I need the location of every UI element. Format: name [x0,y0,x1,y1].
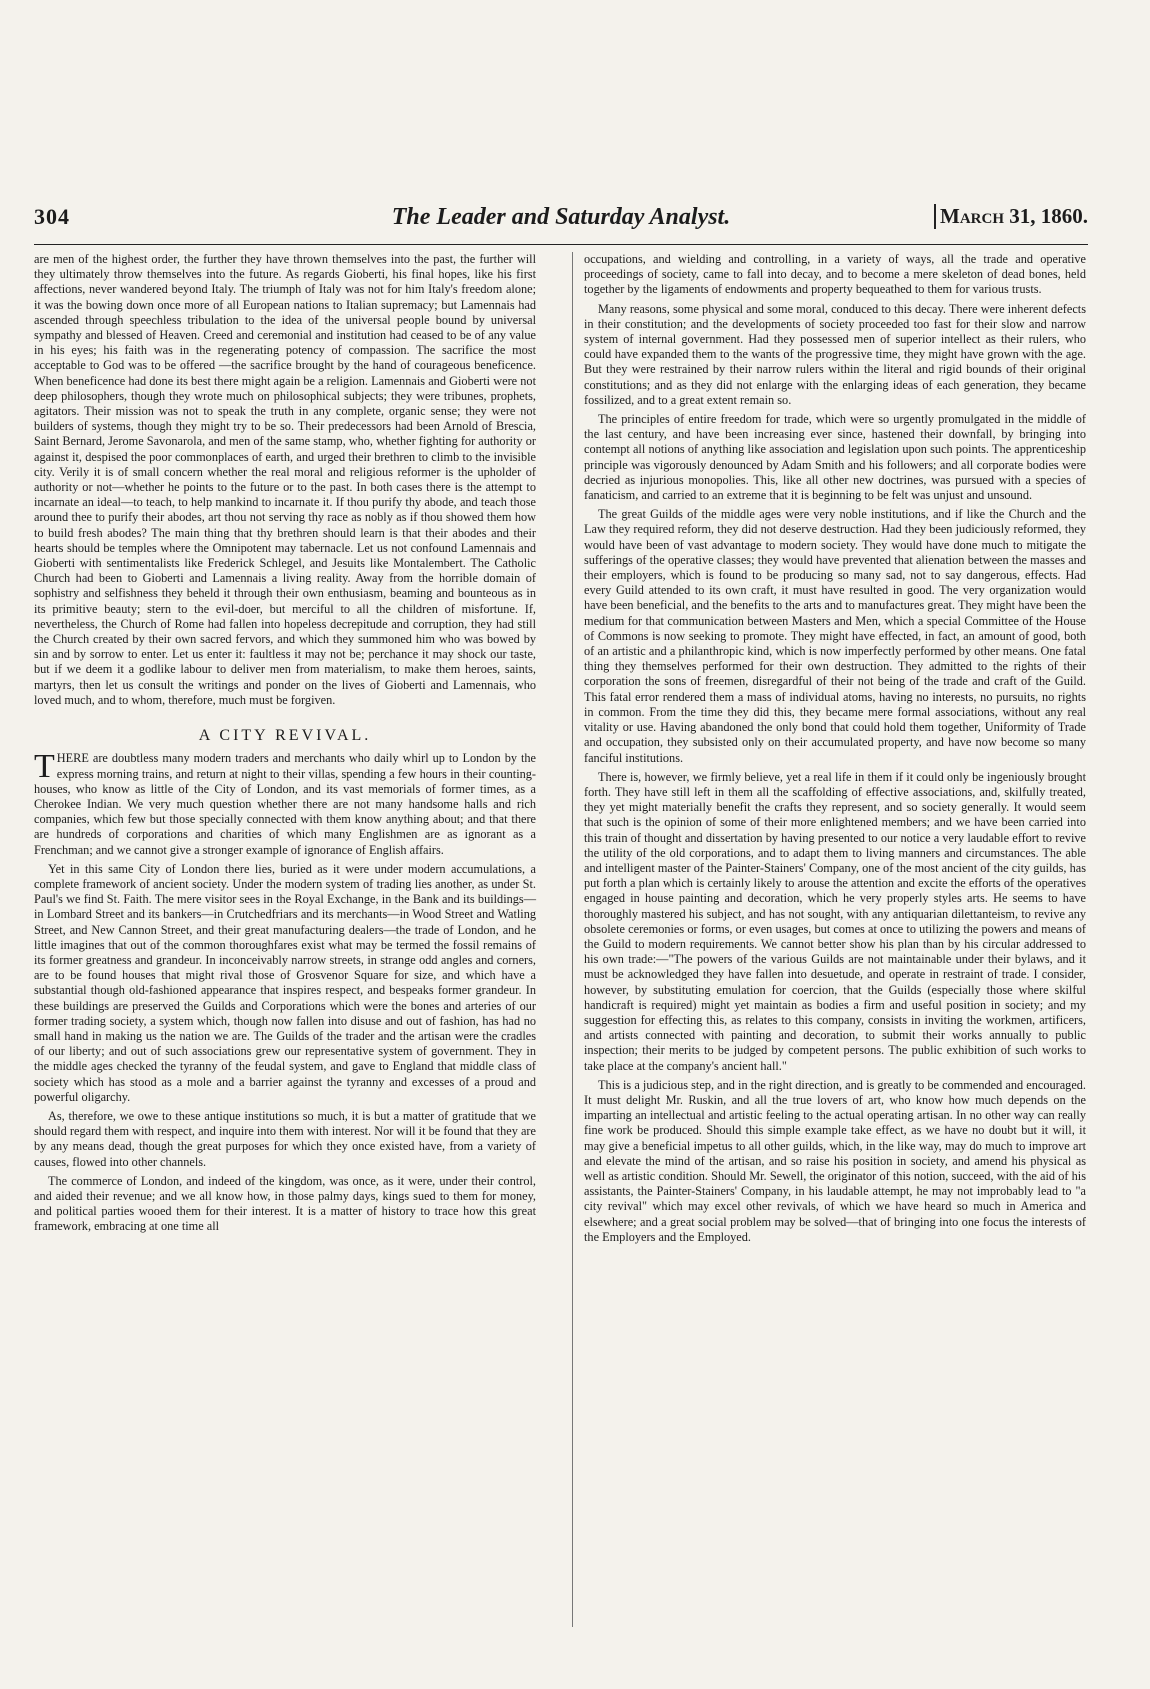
article-paragraph: are men of the highest order, the further they have thrown themselves into the past, the further will they ultimately throw themselves into the future. As regards Gioberti, his final hopes, like his first affections, never wandered beyond Italy. The triumph of Italy was not for him Italy's freedom alone; it was the bowing down once more of all European nations to Italian supremacy; but Lamennais had ascended through speechless tribulation to the idea of the universal people bound by universal sympathy and blessed of Heaven. Creed and ceremonial and institution had ceased to be of any value in his eyes; his faith was in the regenerating potency of compassion. The sacrifice the most acceptable to God was to be offered —the sacrifice brought by the hand of courageous beneficence. When beneficence had done its best there might again be a religion. Lamennais and Gioberti were not deep philosophers, though they wrote much on philosophical subjects; they were tribunes, prophets, agitators. Their mission was not to speak the truth in any complete, organic sense; they were not builders of systems, though they might try to be so. Their predecessors had been Arnold of Brescia, Saint Bernard, Jerome Savonarola, and men of the same stamp, who, whether fighting for authority or against it, despised the poor commonplaces of earth, and urged their brethren to climb to the invisible city. Verily it is of small concern whether the real moral and religious reformer is the upholder of authority or not—whether he points to the future or to the past. In both cases there is the attempt to incarnate an ideal—to teach, to help mankind to incarnate it. If thou purify thy abode, and teach those around thee to purify their abodes, art thou not serving thy race as nobly as if thou showed them how to build fresh abodes? The main thing that thy brethren should learn is that their abodes and their hearts should be temples where the Omnipotent may tabernacle. Let us not confound Lamennais and Gioberti with sentimentalists like Frederick Schlegel, and Jesuits like Montalembert. The Catholic Church had been to Gioberti and Lamennais a living reality. Away from the horrible domain of sophistry and selfishness they beheld it through their own enthusiasm, beaming and bounteous as in its primitive beauty; stern to the evil-doer, but merciful to all the children of misfortune. If, nevertheless, the Church of Rome had fallen into hopeless decrepitude and corruption, they had still the Church created by their own sacred fervors, and which they summoned him who was bowed by sin and by sorrow to enter. Let us enter it: faultless it may not be; perchance it may shock our taste, but if we deem it a godlike labour to deliver men from materialism, to make them heroes, saints, martyrs, then let us consult the writings and ponder on the lives of Gioberti and Lamennais, who loved much, and to whom, therefore, much must be forgiven. [34,252,536,707]
page-number: 304 [34,204,70,229]
first-paragraph-text: HERE are doubtless many modern traders and merchants who daily whirl up to London by the express morning trains, and return at night to their villas, spending a few hours in their counting-houses, who know as little of the City of London, and its vast memorials of former times, as a Cherokee Indian. We very much question whether there are not many handsome halls and rich companies, which few but those specially connected with them know anything about; and that there are hundreds of corporations and charities of which many Englishmen are as ignorant as a Frenchman; and we cannot give a stronger example of ignorance of English affairs. [34,751,536,857]
article-paragraph: The commerce of London, and indeed of the kingdom, was once, as it were, under their control, and aided their revenue; and we all know how, in those palmy days, kings sued to them for money, and political parties wooed them for their interest. It is a matter of history to trace how this great framework, embracing at one time all [34,1173,536,1234]
article-paragraph: occupations, and wielding and controlling, in a variety of ways, all the trade and operative proceedings of society, came to fall into decay, and to become a mere skeleton of dead bones, held together by the ligaments of endowments and property bequeathed to them for various trusts. [584,252,1086,297]
left-column [34,252,536,1239]
right-column [584,252,1086,1249]
article-paragraph: Yet in this same City of London there lies, buried as it were under modern accumulations, a complete framework of ancient society. Under the modern system of trading lies another, as under St. Paul's we find St. Faith. The mere visitor sees in the Royal Exchange, in the Bank and its buildings—in Lombard Street and its bankers—in Crutchedfriars and its merchants—in Wood Street and Watling Street, and New Cannon Street, and their great manufacturing dealers—the trade of London, and he little imagines that out of the common thoroughfares exist what may be termed the fossil remains of its former greatness and grandeur. In inconceivably narrow streets, in strange odd angles and corners, are to be found houses that might rival those of Grosvenor Square for size, and which have a substantial though old-fashioned appearance that inspires respect, and bespeaks former grandeur. In these buildings are preserved the Guilds and Corporations which were the bones and arteries of our former trading society, a system which, though now fallen into disuse and out of fashion, has had no small hand in making us the nation we are. The Guilds of the trader and the artisan were the cradles of our liberty; and out of such associations grew our representative system of government. They in the middle ages checked the tyranny of the feudal system, and gave to England that middle class of society which has stood as a mole and a barrier against the tyranny and excesses of a proud and powerful oligarchy. [34,861,536,1104]
page-header [34,204,1088,245]
article-paragraph [34,748,536,857]
article-paragraph: Many reasons, some physical and some moral, conduced to this decay. There were inherent defects in their constitution; and the developments of society proceeded too fast for their slow and narrow system of internal government. Had they possessed men of superior intellect as their rulers, who could have expanded them to the wants of the progressive time, they might have grown with the age. But they were restrained by their narrow rulers within the literal and rigid bounds of their original constitutions; and as they did not enlarge with the enlarging ideas of each generation, they became fossilized, and to a great extent remain so. [584,301,1086,407]
article-paragraph: As, therefore, we owe to these antique institutions so much, it is but a matter of gratitude that we should regard them with respect, and inquire into them with interest. Nor will it be found that they are by any means dead, though the great purposes for which they once existed have, from a variety of causes, flowed into other channels. [34,1108,536,1169]
column-divider [572,252,573,1627]
drop-cap: T [34,748,55,786]
article-paragraph: The principles of entire freedom for trade, which were so urgently promulgated in the middle of the last century, and have been increasing ever since, hastened their downfall, by bringing into contempt all notions of anything like association and legislation upon such points. The apprenticeship principle was vigorously denounced by Adam Smith and his followers; and all corporate bodies were decried as injurious monopolies. This, like all other new doctrines, was pursued with a species of fanaticism, and carried to an extreme that it is beginning to be felt was unjust and unsound. [584,412,1086,503]
issue-date: March 31, 1860. [934,204,1088,229]
running-title: The Leader and Saturday Analyst. [391,204,731,230]
article-paragraph: The great Guilds of the middle ages were very noble institutions, and if like the Church and the Law they required reform, they did not deserve destruction. Had they been judiciously reformed, they would have been of vast advantage to modern society. They would have done much to mitigate the sufferings of the operative classes; they would have prevented that alienation between the masses and their employers, which is found to be producing so many sad, not to say dangerous, effects. Had every Guild attended to its own craft, it must have resulted in good. The very organization would have been beneficial, and the benefits to the arts and to manufactures great. They might have been the medium for that communication between Masters and Men, which a special Committee of the House of Commons is now seeking to promote. They might have effected, in fact, an amount of good, both of an artistic and a philanthropic kind, which is now imperfectly performed by other means. One fatal thing they themselves performed for their own destruction. They admitted to the rights of their corporation the sons of freemen, disregardful of their not being of the trade and craft of the Guild. This fatal error rendered them a mass of individual atoms, having no interests, no pursuits, no rights in common. From the time they did this, they became mere formal associations, without any real vitality or use. Having abandoned the only bond that could hold them together, Uniformity of Trade and occupation, they subsisted only on their accumulated property, and have now become so many fanciful institutions. [584,507,1086,765]
section-title: A CITY REVIVAL. [198,727,372,745]
article-paragraph: There is, however, we firmly believe, yet a real life in them if it could only be ingeniously brought forth. They have still left in them all the scaffolding of effective associations, and, skilfully treated, they yet might materially benefit the crafts they represent, and so society generally. It would seem that such is the opinion of some of their more enlightened members; and we have been carried into this train of thought and dissertation by having presented to our notice a very laudable effort to revive the utility of the old corporations, and to adapt them to living manners and circumstances. The able and intelligent master of the Painter-Stainers' Company, one of the most ancient of the city guilds, has put forth a plan which is certainly likely to arouse the attention and excite the efforts of the operatives engaged in house painting and decoration, which he very properly styles arts. He seems to have thoroughly mastered his subject, and has not sought, with any antiquarian dilettanteism, to revive any obsolete ceremonies or forms, or even usages, but comes at once to utilizing the powers and means of the Guild to modern requirements. We cannot better show his plan than by his circular addressed to his own trade:—"The powers of the various Guilds are not maintainable under their bylaws, and it must be acknowledged they have fallen into desuetude, and operate in restraint of trade. I consider, however, by substituting emulation for coercion, that the Guilds (especially those where skilful handicraft is required) might yet maintain as bodies a firm and useful position in society; and my suggestion for effecting this, as relates to this company, consists in inviting the workmen, artificers, and artists connected with painting and decoration, to submit their works annually to public inspection; their merits to be judged by competent persons. The public exhibition of such works to take place at the company's ancient hall." [584,769,1086,1073]
article-paragraph: This is a judicious step, and in the right direction, and is greatly to be commended and encouraged. It must delight Mr. Ruskin, and all the true lovers of art, who know how much depends on the imparting an intellectual and artistic feeling to the actual operating artisan. In no other way can really fine work be produced. Should this simple example take effect, as we have no doubt but it will, it may give a beneficial impetus to all other guilds, which, in the like way, may do much to improve art and elevate the mind of the artisan, and so raise his position in society, and amend his physical as well as artistic condition. Should Mr. Sewell, the originator of this notion, succeed, with the aid of his assistants, the Painter-Stainers' Company, in his laudable attempt, he may not improbably lead to "a city revival" which may excel other revivals, of which we have heard so much in America and elsewhere; and a great social problem may be solved—that of bringing into one focus the interests of the Employers and the Employed. [584,1077,1086,1244]
